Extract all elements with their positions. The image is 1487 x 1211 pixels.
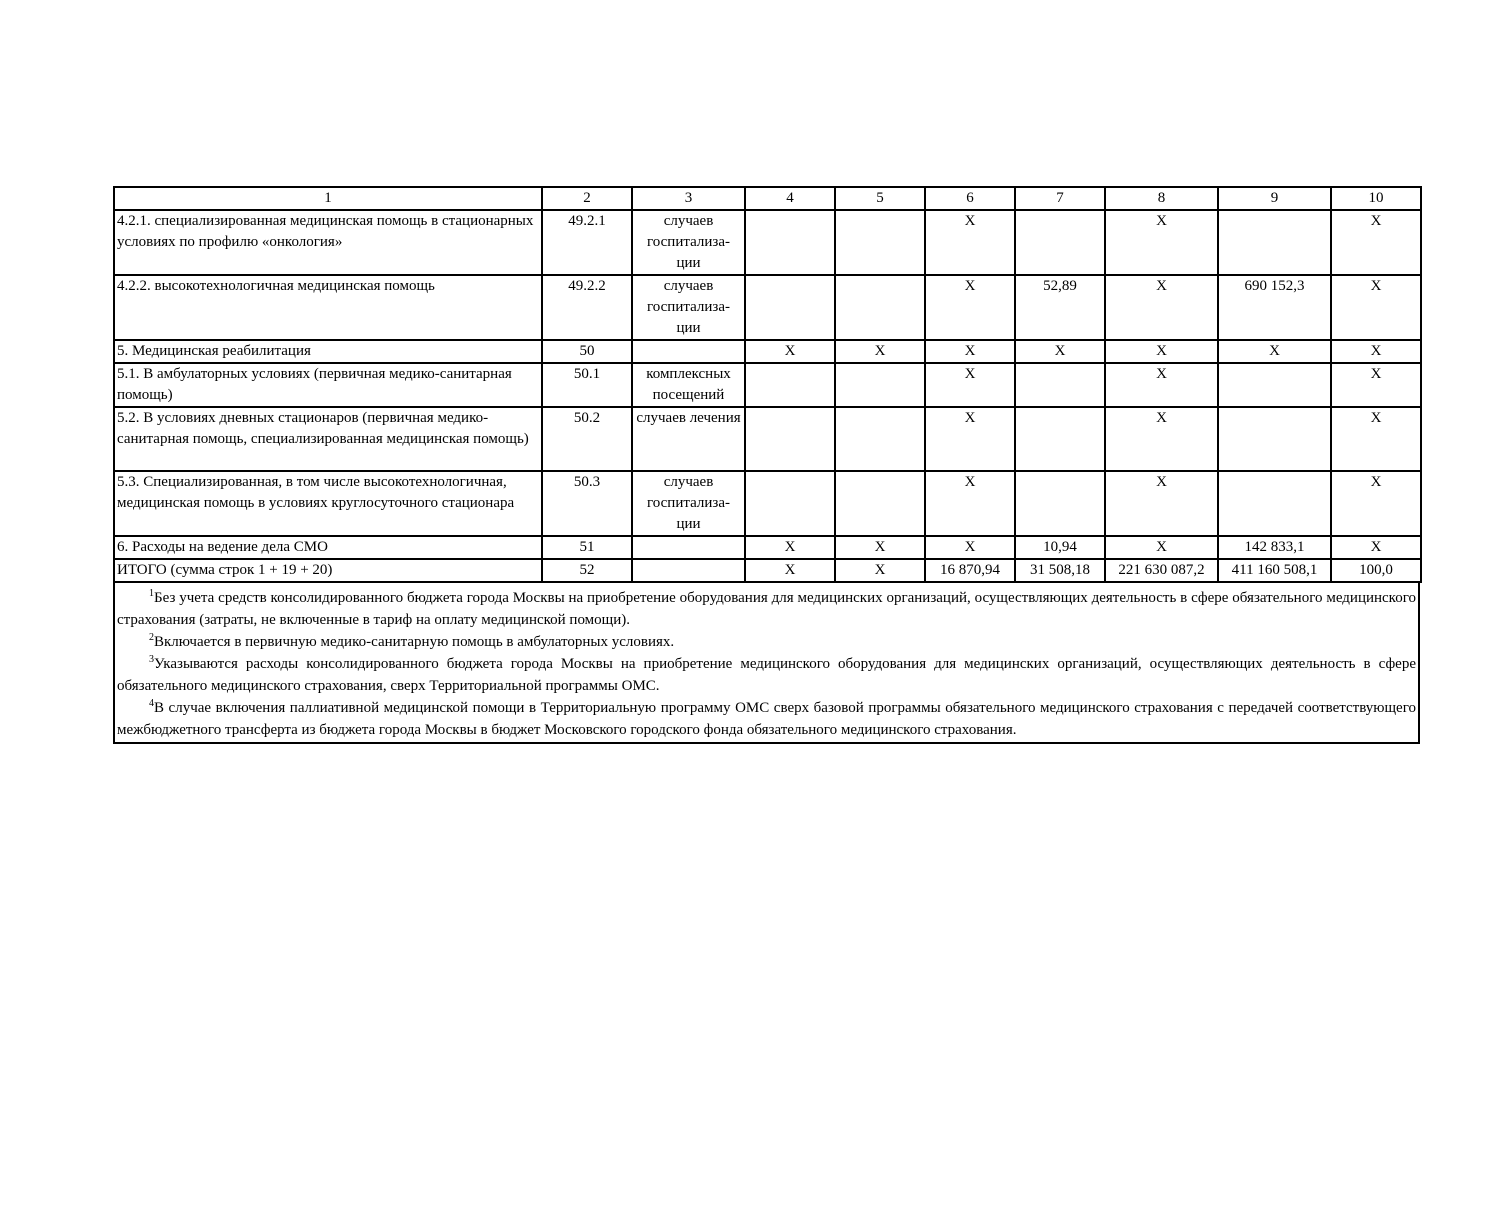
footnote [117,631,1416,653]
table-cell: Х [1105,275,1218,340]
table-cell: Х [1105,340,1218,363]
table-cell: 31 508,18 [1015,559,1105,582]
table-cell: Х [925,407,1015,471]
header-cell: 5 [835,187,925,210]
header-row [114,187,1421,210]
table-cell: Х [925,340,1015,363]
header-cell: 4 [745,187,835,210]
table-cell: 221 630 087,2 [1105,559,1218,582]
table-cell [1218,471,1331,536]
table-cell: Х [1105,471,1218,536]
table-cell: Х [835,559,925,582]
table-cell [745,210,835,275]
table-cell: 16 870,94 [925,559,1015,582]
table-cell [745,471,835,536]
table-row [114,210,1421,275]
table-cell [835,275,925,340]
row-unit: комплексных посещений [632,363,745,407]
table-cell: 10,94 [1015,536,1105,559]
table-cell: Х [745,340,835,363]
row-code: 52 [542,559,632,582]
table-cell: Х [1105,536,1218,559]
row-code: 50.2 [542,407,632,471]
row-label: 6. Расходы на ведение дела СМО [114,536,542,559]
table-cell [1218,407,1331,471]
table-cell [1218,363,1331,407]
footnote [117,697,1416,741]
table-cell [1015,407,1105,471]
table-row [114,340,1421,363]
table-cell: Х [925,275,1015,340]
table-cell: Х [925,210,1015,275]
header-cell: 9 [1218,187,1331,210]
table-cell: Х [1331,407,1421,471]
table-cell: Х [1331,471,1421,536]
table-cell [745,407,835,471]
footnote-text: Включается в первичную медико-санитарную помощь в амбулаторных условиях. [154,634,675,650]
table-row [114,275,1421,340]
table-cell: Х [835,536,925,559]
table-row [114,407,1421,471]
header-cell: 8 [1105,187,1218,210]
table-cell [1015,363,1105,407]
header-cell: 10 [1331,187,1421,210]
header-cell: 7 [1015,187,1105,210]
header-cell: 2 [542,187,632,210]
table-cell: 100,0 [1331,559,1421,582]
table-cell: Х [925,471,1015,536]
row-label: 5. Медицинская реабилитация [114,340,542,363]
table-cell: Х [1331,210,1421,275]
table-row [114,471,1421,536]
footnote-text: Указываются расходы консолидированного бюджета города Москвы на приобретение медицинского оборудования для медицинских организаций, осуществляющих деятельность в сфере обязательного медицинского страхования, сверх Территориальной программы ОМС. [117,656,1416,694]
table-cell [835,210,925,275]
footnotes [113,583,1420,744]
table-cell: 142 833,1 [1218,536,1331,559]
row-label: 5.2. В условиях дневных стационаров (первичная медико-санитарная помощь, специализированная медицинская помощь) [114,407,542,471]
header-cell: 1 [114,187,542,210]
table-cell: 690 152,3 [1218,275,1331,340]
row-unit [632,340,745,363]
table-row [114,536,1421,559]
header-cell: 6 [925,187,1015,210]
table-cell: Х [1105,363,1218,407]
row-label: 5.1. В амбулаторных условиях (первичная медико-санитарная помощь) [114,363,542,407]
table-cell: Х [925,363,1015,407]
table-cell: Х [1218,340,1331,363]
footnote-mark: 3 [149,654,154,665]
table-cell: Х [1105,210,1218,275]
row-label: ИТОГО (сумма строк 1 + 19 + 20) [114,559,542,582]
table-cell: Х [1105,407,1218,471]
table-cell: Х [1015,340,1105,363]
total-row [114,559,1421,582]
table-cell [745,275,835,340]
row-code: 49.2.1 [542,210,632,275]
table-cell [745,363,835,407]
row-unit: случаев лечения [632,407,745,471]
row-unit: случаев госпитализа-ции [632,275,745,340]
row-label: 5.3. Специализированная, в том числе высокотехнологичная, медицинская помощь в условиях круглосуточного стационара [114,471,542,536]
table-cell: Х [925,536,1015,559]
table-cell [1015,210,1105,275]
row-unit: случаев госпитализа-ции [632,210,745,275]
footnote [117,653,1416,697]
table-cell: Х [835,340,925,363]
header-cell: 3 [632,187,745,210]
table-row [114,363,1421,407]
row-code: 50 [542,340,632,363]
table-cell: Х [1331,536,1421,559]
document-page [113,186,1420,744]
table-cell: 52,89 [1015,275,1105,340]
row-code: 50.1 [542,363,632,407]
row-unit [632,559,745,582]
table-cell: Х [1331,363,1421,407]
row-label: 4.2.2. высокотехнологичная медицинская помощь [114,275,542,340]
table-cell: Х [1331,275,1421,340]
table-cell: Х [745,536,835,559]
table-cell [1218,210,1331,275]
row-unit: случаев госпитализа-ции [632,471,745,536]
row-code: 51 [542,536,632,559]
data-table [113,186,1422,583]
table-cell [835,471,925,536]
footnote-mark: 1 [149,588,154,599]
row-label: 4.2.1. специализированная медицинская помощь в стационарных условиях по профилю «онкология» [114,210,542,275]
table-cell [835,407,925,471]
footnote [117,587,1416,631]
row-code: 50.3 [542,471,632,536]
table-cell: 411 160 508,1 [1218,559,1331,582]
table-cell: Х [745,559,835,582]
table-cell [1015,471,1105,536]
footnote-text: Без учета средств консолидированного бюджета города Москвы на приобретение оборудования для медицинских организаций, осуществляющих деятельность в сфере обязательного медицинского страхования (затраты, не включенные в тариф на оплату медицинской помощи). [117,590,1416,628]
table-cell: Х [1331,340,1421,363]
footnote-text: В случае включения паллиативной медицинской помощи в Территориальную программу ОМС сверх базовой программы обязательного медицинского страхования с передачей соответствующего межбюджетного трансферта из бюджета города Москвы в бюджет Московского городского фонда обязательного медицинского страхования. [117,700,1416,738]
footnote-mark: 2 [149,632,154,643]
footnote-mark: 4 [149,698,154,709]
row-code: 49.2.2 [542,275,632,340]
row-unit [632,536,745,559]
table-cell [835,363,925,407]
